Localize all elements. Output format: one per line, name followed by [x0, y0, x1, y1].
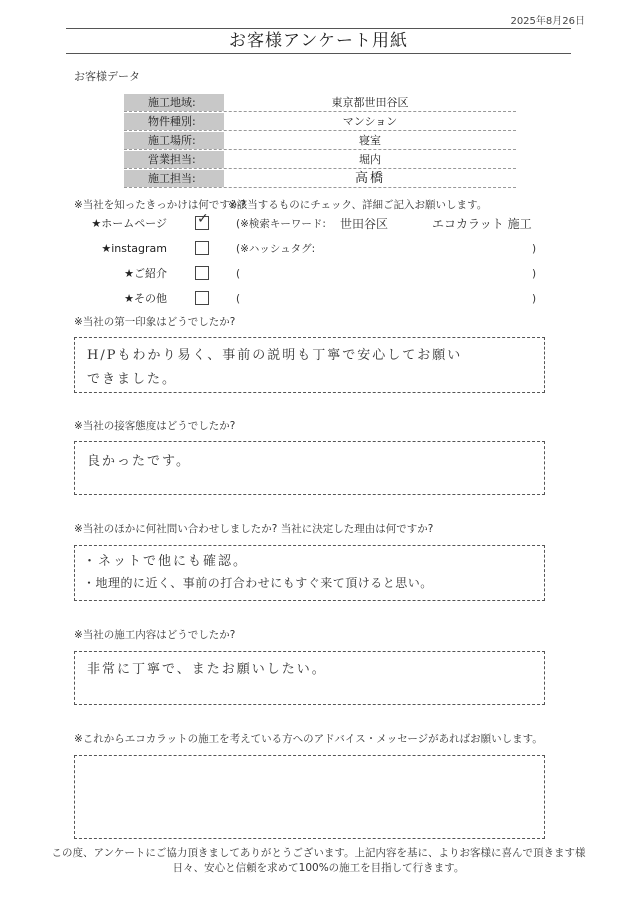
- q4-question: ※当社のほかに何社問い合わせしましたか? 当社に決定した理由は何ですか?: [74, 523, 434, 535]
- customer-label: 物件種別:: [124, 113, 224, 130]
- option-detail: (: [236, 293, 241, 305]
- q2-question: ※当社の第一印象はどうでしたか?: [74, 316, 236, 328]
- other-checkbox[interactable]: [195, 291, 209, 305]
- search-keyword-2: エコカラット 施工: [432, 217, 532, 231]
- customer-data-table: [124, 94, 516, 189]
- referral-checkbox[interactable]: [195, 266, 209, 280]
- customer-label: 施工場所:: [124, 132, 224, 149]
- customer-value: マンション: [342, 115, 398, 128]
- q1-question: ※当社を知ったきっかけは何ですか?: [74, 199, 246, 211]
- customer-section-heading: お客様データ: [74, 70, 140, 83]
- answer-text: 良かったです。: [87, 454, 191, 469]
- q5-question: ※当社の施工内容はどうでしたか?: [74, 629, 236, 641]
- customer-value: 堀内: [359, 153, 381, 166]
- answer-text: 非常に丁寧で、またお願いしたい。: [87, 662, 327, 677]
- customer-value-handwritten: 高橋: [354, 171, 385, 186]
- check-mark-icon: ✓: [197, 211, 209, 227]
- option-row-instagram: [0, 240, 637, 258]
- answer-text: ・地理的に近く、事前の打合わせにもすぐ来て頂けると思い。: [83, 576, 433, 590]
- customer-service-answer-box: [74, 441, 545, 495]
- option-row-homepage: [0, 211, 637, 233]
- option-label: ★instagram: [101, 242, 167, 255]
- customer-row-property-type: [124, 113, 516, 131]
- survey-date: 2025年8月26日: [510, 16, 585, 27]
- option-label: ★ご紹介: [124, 267, 167, 280]
- search-keyword-1: 世田谷区: [340, 217, 389, 231]
- advice-answer-box: [74, 755, 545, 839]
- customer-row-location: [124, 132, 516, 150]
- option-row-other: [0, 290, 637, 308]
- customer-value: 寝室: [359, 134, 381, 147]
- option-close-paren: ): [532, 243, 537, 255]
- homepage-checkbox[interactable]: [195, 211, 209, 230]
- customer-value: 東京都世田谷区: [331, 96, 409, 109]
- option-detail: (※検索キーワード:: [236, 218, 326, 230]
- comparison-answer-box: [74, 545, 545, 601]
- footer-message-line1: この度、アンケートにご協力頂きましてありがとうございます。上記内容を基に、よりお客様に喜んで頂きます様: [51, 847, 586, 859]
- answer-text: H/Pもわかり易く、事前の説明も丁寧で安心してお願い: [87, 348, 463, 363]
- work-quality-answer-box: [74, 651, 545, 705]
- page-title: お客様アンケート用紙: [66, 28, 571, 54]
- customer-row-area: [124, 94, 516, 112]
- option-label: ★その他: [124, 292, 167, 305]
- customer-row-sales-rep: [124, 151, 516, 169]
- customer-row-installer: [124, 170, 516, 188]
- first-impression-answer-box: [74, 337, 545, 393]
- q6-question: ※これからエコカラットの施工を考えている方へのアドバイス・メッセージがあればお願いします。: [74, 733, 543, 745]
- answer-text: ・ネットで他にも確認。: [83, 554, 249, 569]
- answer-text: できました。: [87, 372, 178, 387]
- customer-label: 営業担当:: [124, 151, 224, 168]
- instagram-checkbox[interactable]: [195, 241, 209, 255]
- option-row-referral: [0, 265, 637, 283]
- q1-instruction: ※該当するものにチェック、詳細ご記入お願いします。: [228, 199, 488, 211]
- option-label: ★ホームページ: [91, 217, 167, 230]
- option-close-paren: ): [532, 293, 537, 305]
- customer-label: 施工担当:: [124, 170, 224, 187]
- customer-label: 施工地域:: [124, 94, 224, 111]
- option-close-paren: ): [532, 268, 537, 280]
- footer-message-line2: 日々、安心と信頼を求めて100%の施工を目指して行きます。: [172, 862, 465, 874]
- option-detail: (※ハッシュタグ:: [236, 243, 316, 255]
- option-detail: (: [236, 268, 241, 280]
- q3-question: ※当社の接客態度はどうでしたか?: [74, 420, 236, 432]
